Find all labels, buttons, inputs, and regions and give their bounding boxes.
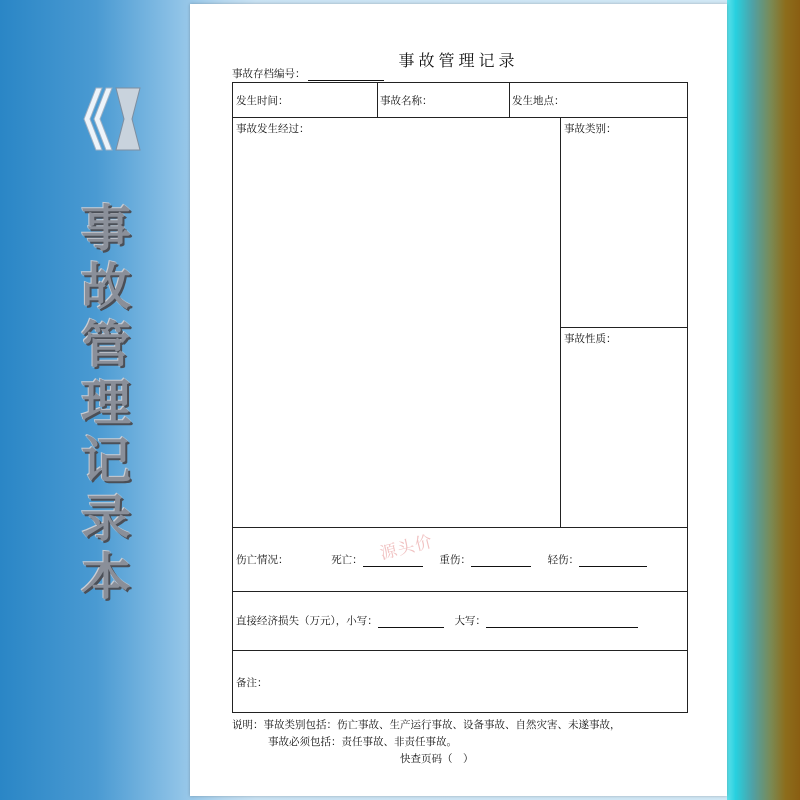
minor-injury-blank[interactable]: [579, 556, 647, 567]
casualty-label: 伤亡情况：: [236, 554, 289, 566]
divider: [232, 527, 688, 528]
page-code: 快查页码（ ）: [400, 753, 474, 765]
remarks-label[interactable]: 备注：: [236, 677, 268, 689]
economic-loss-label: 直接经济损失（万元），小写：: [236, 615, 378, 627]
divider: [509, 82, 510, 117]
serious-injury-label: 重伤：: [439, 554, 471, 566]
accident-name-label[interactable]: 事故名称：: [380, 95, 433, 107]
accident-nature-label[interactable]: 事故性质：: [564, 333, 617, 345]
brand-logo-icon: [82, 86, 144, 152]
side-title-char: 事: [81, 200, 131, 258]
instruction-line-2: 事故必须包括：责任事故、非责任事故。: [268, 736, 457, 748]
minor-injury-label: 轻伤：: [547, 554, 580, 566]
casualty-row: [236, 552, 647, 567]
divider: [560, 327, 688, 328]
accident-category-label[interactable]: 事故类别：: [564, 123, 617, 135]
side-title-char: 录: [81, 490, 131, 548]
record-form-page: [190, 4, 727, 796]
occurrence-time-label[interactable]: 发生时间：: [236, 95, 289, 107]
side-title-char: 理: [81, 374, 131, 432]
serious-injury-blank[interactable]: [471, 556, 531, 567]
archive-number-blank[interactable]: [308, 71, 384, 81]
death-label: 死亡：: [331, 554, 363, 566]
loss-lowercase-blank[interactable]: [378, 617, 444, 628]
side-title-char: 管: [81, 316, 131, 374]
side-title: [74, 200, 138, 606]
instruction-line-1: 说明：事故类别包括：伤亡事故、生产运行事故、设备事故、自然灾害、未遂事故，: [232, 719, 621, 731]
watermark: 源头价: [377, 531, 436, 565]
divider: [232, 650, 688, 651]
loss-uppercase-blank[interactable]: [486, 617, 638, 628]
side-title-char: 记: [81, 432, 131, 490]
archive-number-label: 事故存档编号：: [232, 68, 306, 80]
divider: [560, 117, 561, 527]
divider: [377, 82, 378, 117]
uppercase-amount-label: 大写：: [454, 615, 486, 627]
accident-process-label[interactable]: 事故发生经过：: [236, 123, 310, 135]
economic-loss-row: [236, 613, 638, 628]
page-title: 事故管理记录: [398, 51, 519, 70]
decorative-right-band: [727, 0, 800, 800]
divider: [232, 591, 688, 592]
occurrence-place-label[interactable]: 发生地点：: [512, 95, 565, 107]
side-title-char: 本: [81, 548, 131, 606]
archive-number-field[interactable]: [232, 66, 384, 81]
divider: [232, 117, 688, 118]
side-title-char: 故: [81, 258, 131, 316]
